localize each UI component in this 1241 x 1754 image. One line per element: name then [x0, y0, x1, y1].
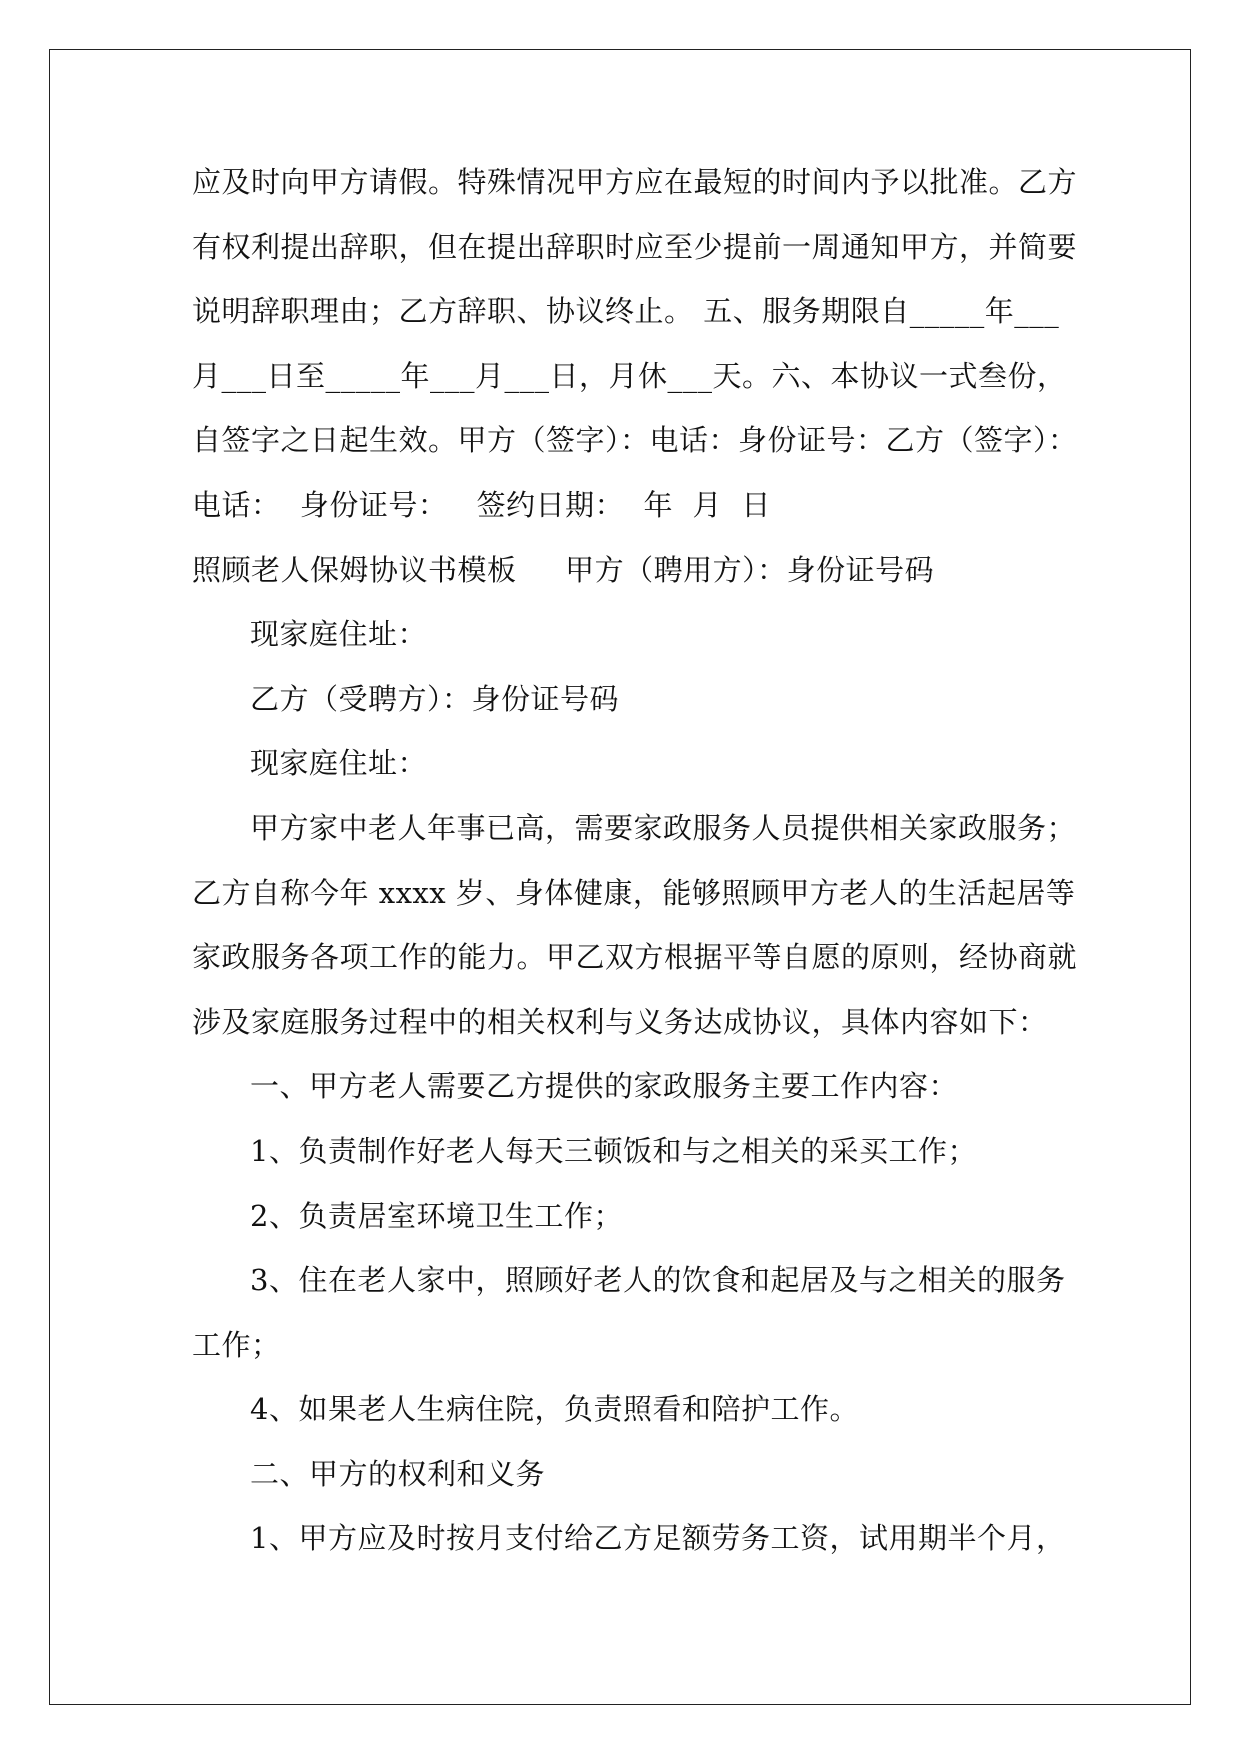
text-line: 现家庭住址： — [250, 746, 428, 781]
text-line: 月___日至_____年___月___日，月休___天。六、本协议一式叁份， — [192, 358, 1067, 393]
text-line: 说明辞职理由；乙方辞职、协议终止。 五、服务期限自_____年___ — [192, 294, 1060, 329]
text-line: 乙方自称今年 xxxx 岁、身体健康，能够照顾甲方老人的生活起居等 — [192, 875, 1076, 910]
text-line: 自签字之日起生效。甲方（签字）：电话：身份证号：乙方（签字）： — [192, 423, 1078, 458]
document-body — [192, 160, 1078, 1581]
text-line: 二、甲方的权利和义务 — [250, 1456, 546, 1491]
list-item: 1、负责制作好老人每天三顿饭和与之相关的采买工作； — [250, 1133, 977, 1168]
text-line: 现家庭住址： — [250, 617, 428, 652]
section-heading: 照顾老人保姆协议书模板 甲方（聘用方）：身份证号码 — [192, 552, 935, 587]
list-item: 2、负责居室环境卫生工作； — [250, 1198, 623, 1233]
text-line: 甲方家中老人年事已高，需要家政服务人员提供相关家政服务； — [250, 810, 1077, 845]
text-line: 乙方（受聘方）：身份证号码 — [250, 681, 620, 716]
text-line: 应及时向甲方请假。特殊情况甲方应在最短的时间内予以批准。乙方 — [192, 165, 1078, 199]
text-line: 涉及家庭服务过程中的相关权利与义务达成协议，具体内容如下： — [192, 1004, 1048, 1039]
text-line: 电话： 身份证号： 签约日期： 年 月 日 — [192, 487, 771, 522]
text-line: 一、甲方老人需要乙方提供的家政服务主要工作内容： — [250, 1069, 959, 1104]
text-line: 有权利提出辞职，但在提出辞职时应至少提前一周通知甲方，并简要 — [192, 229, 1078, 264]
list-item: 3、住在老人家中，照顾好老人的饮食和起居及与之相关的服务 — [250, 1263, 1066, 1298]
text-line: 工作； — [192, 1327, 281, 1362]
text-line: 家政服务各项工作的能力。甲乙双方根据平等自愿的原则，经协商就 — [192, 940, 1078, 975]
list-item: 1、甲方应及时按月支付给乙方足额劳务工资，试用期半个月， — [250, 1521, 1066, 1556]
list-item: 4、如果老人生病住院，负责照看和陪护工作。 — [250, 1392, 859, 1427]
